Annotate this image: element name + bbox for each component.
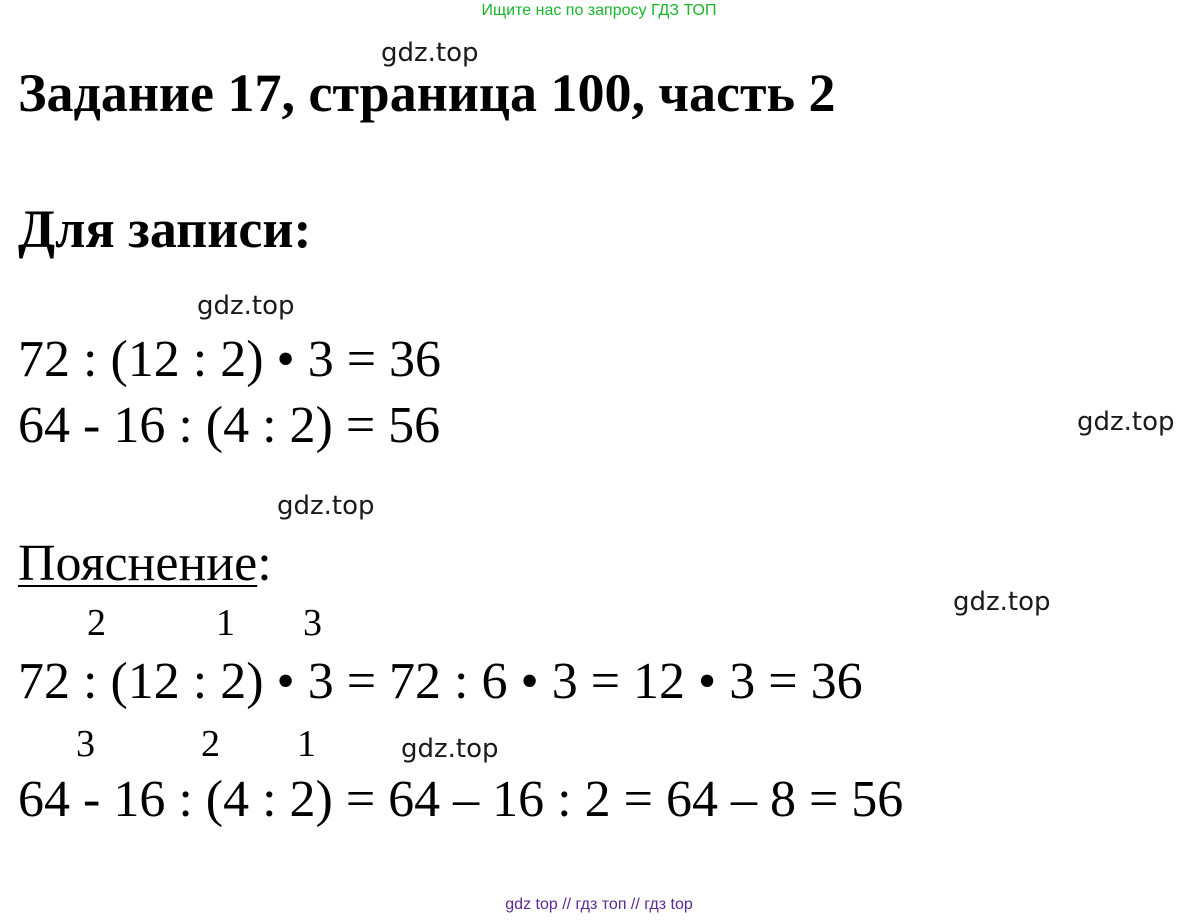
explanation-label: Пояснение <box>18 535 258 592</box>
watermark: gdz.top <box>1077 407 1175 437</box>
explanation-line-1: 72 : (12 : 2) • 3 = 72 : 6 • 3 = 12 • 3 = 36 <box>18 653 863 710</box>
explanation-colon: : <box>257 535 272 592</box>
explanation-heading <box>18 534 272 593</box>
watermark: gdz.top <box>953 587 1051 617</box>
record-line-1: 72 : (12 : 2) • 3 = 36 <box>18 331 442 388</box>
page-title: Задание 17, страница 100, часть 2 <box>18 63 836 123</box>
order-number: 3 <box>76 723 95 765</box>
order-number: 3 <box>303 602 322 644</box>
watermark: gdz.top <box>401 734 499 764</box>
explanation-line-2: 64 - 16 : (4 : 2) = 64 – 16 : 2 = 64 – 8 = 56 <box>18 771 904 828</box>
watermark: gdz.top <box>277 491 375 521</box>
order-number: 2 <box>201 723 220 765</box>
top-banner[interactable]: Ищите нас по запросу ГДЗ ТОП <box>481 2 717 19</box>
order-number: 1 <box>297 723 316 765</box>
record-heading: Для записи: <box>18 199 312 259</box>
footer-links[interactable]: gdz top // гдз топ // гдз top <box>505 896 693 913</box>
order-number: 1 <box>216 602 235 644</box>
order-number: 2 <box>87 602 106 644</box>
watermark: gdz.top <box>197 291 295 321</box>
watermark: gdz.top <box>381 38 479 68</box>
record-line-2: 64 - 16 : (4 : 2) = 56 <box>18 397 441 454</box>
